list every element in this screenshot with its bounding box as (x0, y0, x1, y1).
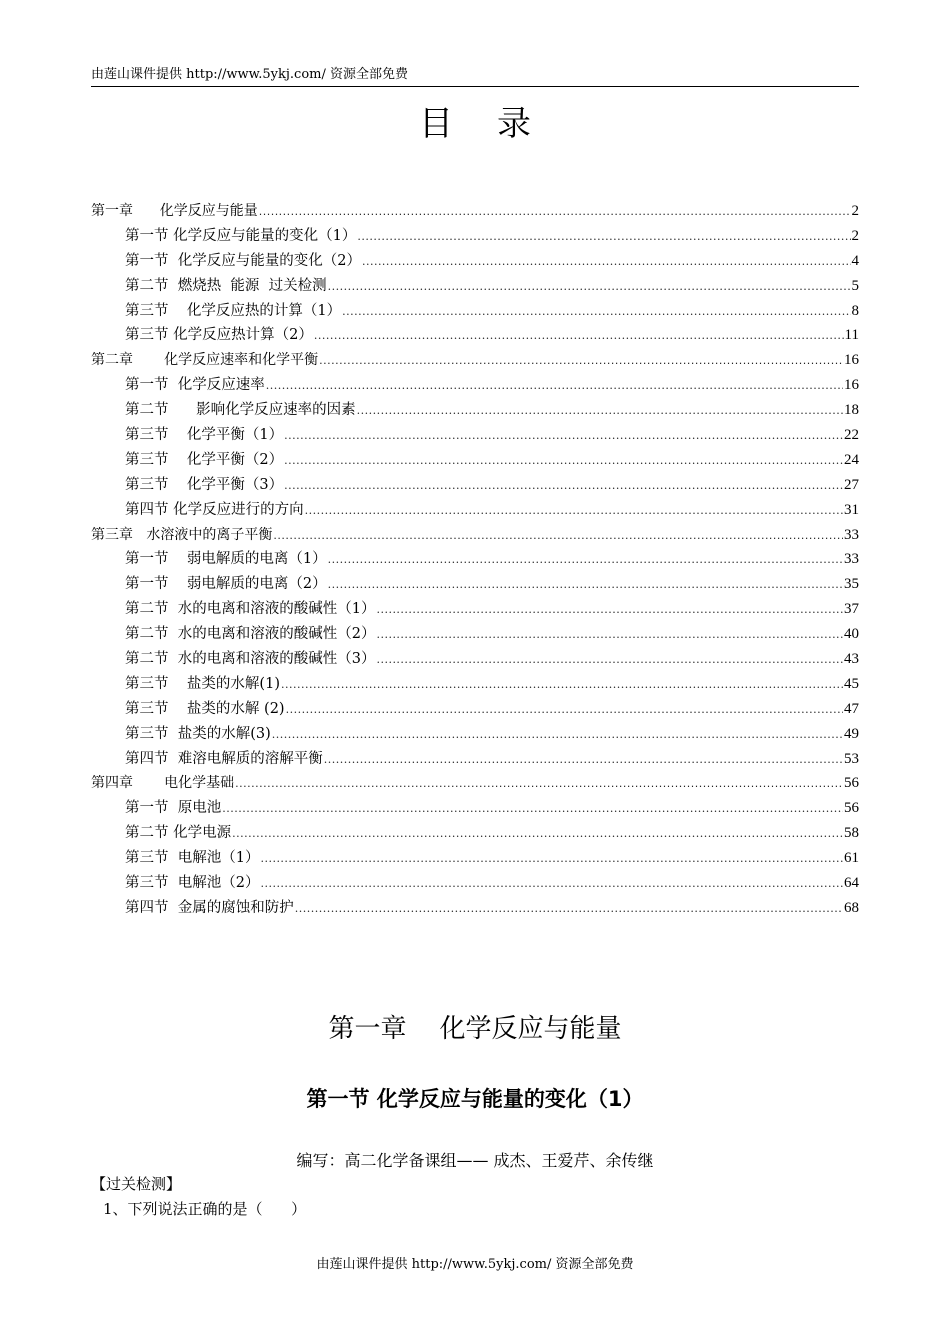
author-line: 编写：高二化学备课组—— 成杰、王爱芹、余传继 (296, 1151, 654, 1170)
toc-leader-dots (281, 673, 843, 698)
toc-page-number: 35 (844, 576, 859, 593)
toc-leader-dots (284, 474, 843, 499)
toc-leader-dots (362, 250, 851, 275)
toc-section-entry[interactable] (91, 498, 859, 523)
toc-leader-dots (319, 349, 843, 374)
toc-section-entry[interactable] (91, 871, 859, 896)
toc-section-entry[interactable] (91, 846, 859, 871)
toc-entry-label: 第三节 盐类的水解 (2) (125, 700, 285, 717)
toc-entry-label: 第三节 化学平衡（2） (125, 451, 284, 468)
toc-page-number: 61 (844, 850, 859, 867)
toc-section-entry[interactable] (91, 796, 859, 821)
toc-entry-label: 第三章 水溶液中的离子平衡 (91, 526, 273, 543)
toc-section-entry[interactable] (91, 249, 859, 274)
toc-section-entry[interactable] (91, 747, 859, 772)
chapter-heading: 第一章 化学反应与能量 (328, 1014, 622, 1044)
toc-section-entry[interactable] (91, 448, 859, 473)
toc-leader-dots (273, 524, 843, 549)
toc-chapter-entry[interactable] (91, 348, 859, 373)
toc-entry-label: 第三节 电解池（1） (125, 850, 260, 867)
toc-section-entry[interactable] (91, 398, 859, 423)
toc-leader-dots (284, 449, 843, 474)
toc-entry-label: 第二节 燃烧热 能源 过关检测 (125, 277, 327, 294)
toc-leader-dots (314, 324, 844, 349)
toc-leader-dots (222, 797, 843, 822)
toc-page-number: 53 (844, 750, 859, 767)
toc-page-number: 11 (844, 327, 859, 344)
toc-page-number: 68 (844, 899, 859, 916)
toc-entry-label: 第一节 化学反应与能量的变化（1） (125, 227, 357, 244)
toc-title: 目录 (419, 104, 575, 144)
toc-leader-dots (324, 748, 843, 773)
toc-entry-label: 第一节 化学反应速率 (125, 377, 265, 394)
question-1: 1、下列说法正确的是（ ） (103, 1200, 307, 1218)
toc-leader-dots (328, 573, 843, 598)
toc-entry-label: 第二节 化学电源 (125, 825, 232, 842)
toc-leader-dots (328, 548, 843, 573)
toc-page-number: 40 (844, 626, 859, 643)
toc-page-number: 33 (844, 551, 859, 568)
toc-leader-dots (266, 374, 843, 399)
toc-entry-label: 第三节 盐类的水解(1) (125, 675, 280, 692)
toc-entry-label: 第三节 电解池（2） (125, 875, 260, 892)
toc-section-entry[interactable] (91, 722, 859, 747)
toc-leader-dots (260, 847, 843, 872)
toc-entry-label: 第三节 化学反应热的计算（1） (125, 302, 342, 319)
toc-chapter-entry[interactable] (91, 771, 859, 796)
check-section-label: 【过关检测】 (91, 1175, 182, 1193)
document-page (91, 0, 859, 1344)
toc-page-number: 64 (844, 875, 859, 892)
toc-leader-dots (357, 225, 850, 250)
toc-leader-dots (305, 499, 843, 524)
page-header: 由莲山课件提供 http://www.5ykj.com/ 资源全部免费 (91, 66, 859, 87)
toc-page-number: 56 (844, 800, 859, 817)
toc-section-entry[interactable] (91, 647, 859, 672)
toc-entry-label: 第四章 电化学基础 (91, 775, 235, 792)
toc-entry-label: 第三节 化学反应热计算（2） (125, 327, 313, 344)
toc-entry-label: 第二节 水的电离和溶液的酸碱性（2） (125, 626, 376, 643)
toc-page-number: 4 (851, 252, 859, 269)
toc-leader-dots (376, 598, 843, 623)
toc-page-number: 56 (844, 775, 859, 792)
toc-section-entry[interactable] (91, 821, 859, 846)
toc-entry-label: 第三节 化学平衡（3） (125, 476, 284, 493)
toc-leader-dots (342, 300, 850, 325)
toc-page-number: 43 (844, 651, 859, 668)
toc-section-entry[interactable] (91, 373, 859, 398)
table-of-contents (91, 199, 859, 921)
toc-leader-dots (284, 424, 843, 449)
toc-section-entry[interactable] (91, 323, 859, 348)
toc-leader-dots (357, 399, 843, 424)
toc-entry-label: 第四节 化学反应进行的方向 (125, 501, 304, 518)
toc-section-entry[interactable] (91, 423, 859, 448)
toc-leader-dots (259, 200, 851, 225)
toc-section-entry[interactable] (91, 697, 859, 722)
toc-section-entry[interactable] (91, 473, 859, 498)
toc-leader-dots (376, 648, 843, 673)
toc-entry-label: 第三节 盐类的水解(3) (125, 725, 271, 742)
toc-entry-label: 第四节 难溶电解质的溶解平衡 (125, 750, 323, 767)
toc-entry-label: 第二节 水的电离和溶液的酸碱性（3） (125, 651, 376, 668)
toc-page-number: 16 (844, 352, 859, 369)
toc-page-number: 22 (844, 427, 859, 444)
toc-leader-dots (328, 275, 851, 300)
toc-page-number: 37 (844, 601, 859, 618)
page-footer: 由莲山课件提供 http://www.5ykj.com/ 资源全部免费 (316, 1257, 634, 1272)
toc-section-entry[interactable] (91, 672, 859, 697)
toc-leader-dots (376, 623, 843, 648)
toc-page-number: 2 (851, 227, 859, 244)
toc-page-number: 45 (844, 675, 859, 692)
toc-leader-dots (272, 723, 843, 748)
toc-chapter-entry[interactable] (91, 523, 859, 548)
toc-entry-label: 第一节 原电池 (125, 800, 222, 817)
toc-entry-label: 第一节 弱电解质的电离（2） (125, 576, 327, 593)
toc-entry-label: 第二章 化学反应速率和化学平衡 (91, 352, 319, 369)
toc-page-number: 58 (844, 825, 859, 842)
toc-section-entry[interactable] (91, 572, 859, 597)
toc-page-number: 2 (851, 203, 859, 219)
toc-page-number: 5 (851, 277, 859, 294)
toc-entry-label: 第二节 水的电离和溶液的酸碱性（1） (125, 601, 376, 618)
toc-section-entry[interactable] (91, 547, 859, 572)
toc-section-entry[interactable] (91, 622, 859, 647)
toc-section-entry[interactable] (91, 274, 859, 299)
toc-page-number: 18 (844, 402, 859, 419)
toc-chapter-entry[interactable] (91, 199, 859, 224)
toc-entry-label: 第四节 金属的腐蚀和防护 (125, 899, 294, 916)
toc-entry-label: 第二节 影响化学反应速率的因素 (125, 402, 356, 419)
toc-page-number: 47 (844, 700, 859, 717)
toc-entry-label: 第一章 化学反应与能量 (91, 203, 258, 219)
toc-entry-label: 第一节 化学反应与能量的变化（2） (125, 252, 361, 269)
toc-leader-dots (286, 698, 843, 723)
toc-page-number: 49 (844, 725, 859, 742)
toc-section-entry[interactable] (91, 896, 859, 921)
toc-page-number: 8 (851, 302, 859, 319)
toc-page-number: 16 (844, 377, 859, 394)
toc-leader-dots (260, 872, 843, 897)
toc-leader-dots (235, 772, 843, 797)
toc-page-number: 27 (844, 476, 859, 493)
toc-section-entry[interactable] (91, 597, 859, 622)
section-heading: 第一节 化学反应与能量的变化（1） (306, 1087, 644, 1111)
toc-section-entry[interactable] (91, 224, 859, 249)
toc-entry-label: 第三节 化学平衡（1） (125, 427, 284, 444)
toc-section-entry[interactable] (91, 299, 859, 324)
toc-page-number: 33 (844, 526, 859, 543)
toc-leader-dots (295, 897, 843, 922)
toc-entry-label: 第一节 弱电解质的电离（1） (125, 551, 327, 568)
toc-leader-dots (232, 822, 843, 847)
toc-page-number: 31 (844, 501, 859, 518)
toc-page-number: 24 (844, 451, 859, 468)
